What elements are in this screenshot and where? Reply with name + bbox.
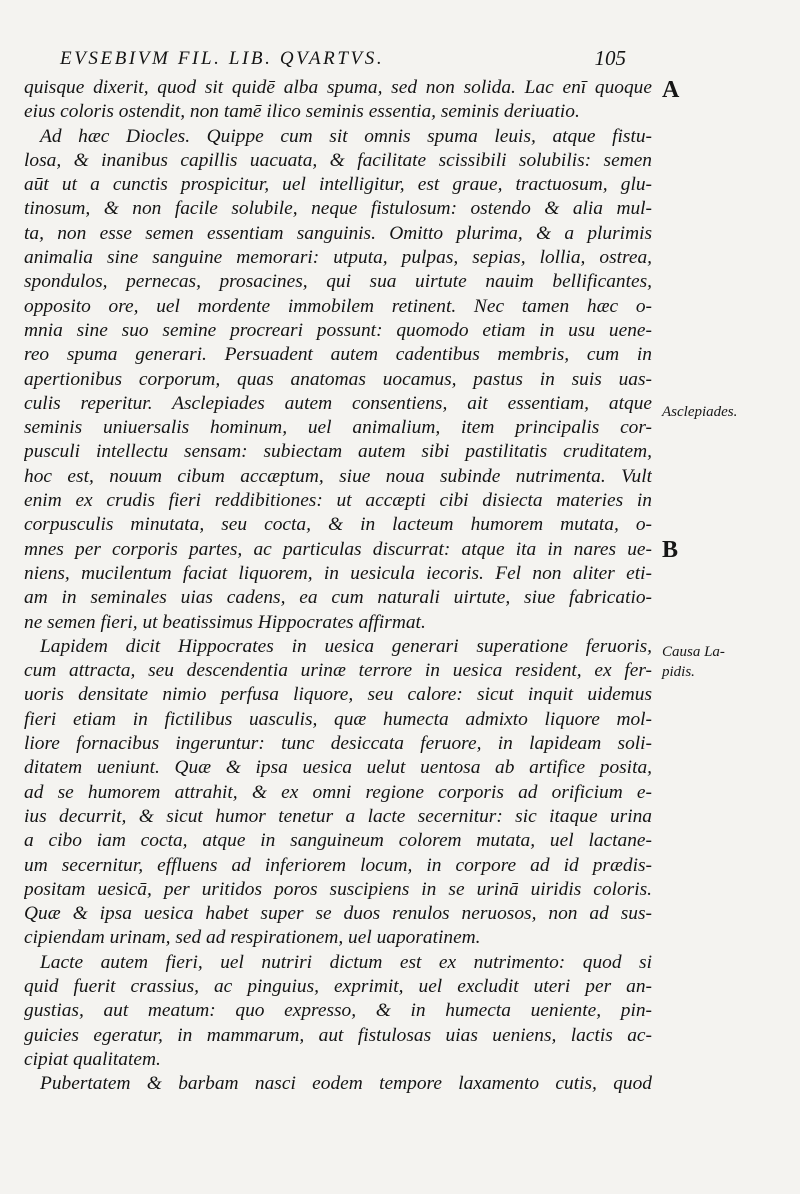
text-line: apertionibus corporum, quas anatomas uocamus, pastus in suis uas- [24, 368, 652, 390]
text-line: enim ex crudis fieri reddibitiones: ut accæpti cibi disiecta materies in [24, 490, 652, 512]
text-line: uoris densitate nimio perfusa liquore, seu calore: sicut inquit uidemus [24, 684, 652, 706]
text-line: guicies egeratur, in mammarum, aut fistulosas uias ueniens, lactis ac- [24, 1024, 652, 1046]
margin-marker-a: A [662, 77, 680, 103]
text-line: cipiendam urinam, sed ad respirationem, uel uaporatinem. [24, 927, 481, 949]
text-line: Lapidem dicit Hippocrates in uesica generari superatione feruoris, [40, 635, 652, 657]
text-line: reo spuma generari. Persuadent autem cadentibus membris, cum in [24, 344, 652, 366]
text-line: quid fuerit crassius, ac pinguius, exprimit, uel excludit uteri per an- [24, 975, 652, 997]
text-line: corpusculis minutata, seu cocta, & in lacteum humorem mutata, o- [24, 514, 652, 536]
running-title: EVSEBIVM FIL. LIB. QVARTVS. [60, 48, 385, 69]
margin-note-causa-lapidis-1: Causa La- [662, 644, 725, 660]
text-line: fieri etiam in fictilibus uasculis, quæ humecta admixto liquore mol- [24, 708, 652, 730]
text-line: am in seminales uias cadens, ea cum naturali uirtute, siue fabricatio- [24, 587, 652, 609]
text-line: tinosum, & non facile solubile, neque fistulosum: ostendo & alia mul- [24, 198, 652, 220]
text-line: seminis uniuersalis hominum, uel animalium, item principalis cor- [24, 417, 652, 439]
text-line: Quæ & ipsa uesica habet super se duos renulos neruosos, non ad sus- [24, 903, 652, 925]
text-line: Pubertatem & barbam nasci eodem tempore laxamento cutis, quod [40, 1073, 652, 1095]
page-number: 105 [594, 46, 626, 70]
text-line: ius decurrit, & sicut humor tenetur a lacte secernitur: sic itaque urina [24, 805, 652, 827]
text-line: ta, non esse semen essentiam sanguinis. Omitto plurima, & a plurimis [24, 222, 652, 244]
text-line: ad se humorem attrahit, & ex omni regione corporis ad orificium e- [24, 781, 652, 803]
text-line: Ad hæc Diocles. Quippe cum sit omnis spuma leuis, atque fistu- [40, 125, 652, 147]
text-line: animalia sine sanguine memorari: utputa, pulpas, sepias, lollia, ostrea, [24, 247, 652, 269]
text-line: gustias, aut meatum: quo expresso, & in humecta ueniente, pin- [24, 1000, 652, 1022]
text-line: Lacte autem fieri, uel nutriri dictum est ex nutrimento: quod si [40, 951, 652, 973]
text-line: spondulos, pernecas, prosacines, qui sua uirtute nauim bellificantes, [24, 271, 652, 293]
text-line: opposito ore, uel mordente immobilem retinent. Nec tamen hæc o- [24, 295, 652, 317]
text-line: a cibo iam cocta, atque in sanguineum colorem mutata, uel lactane- [24, 830, 652, 852]
text-line: niens, mucilentum faciat liquorem, in uesicula iecoris. Fel non aliter eti- [24, 562, 652, 584]
text-line: cipiat qualitatem. [24, 1048, 161, 1070]
margin-note-asclepiades: Asclepiades. [662, 404, 738, 420]
text-line: aūt ut a cunctis prospicitur, uel intelligitur, est graue, tractuosum, glu- [24, 174, 652, 196]
text-line: liore fornacibus ingeruntur: tunc desiccata feruore, in lapideam soli- [24, 733, 652, 755]
text-line: um secernitur, effluens ad inferiorem locum, in corpore ad id prædis- [24, 854, 652, 876]
margin-note-causa-lapidis-2: pidis. [662, 664, 695, 680]
text-line: ne semen fieri, ut beatissimus Hippocrates affirmat. [24, 611, 426, 633]
text-line: ditatem ueniunt. Quæ & ipsa uesica uelut uentosa ab artifice posita, [24, 757, 652, 779]
text-line: pusculi intellectu sensam: subiectam autem sibi pastilitatis cruditatem, [24, 441, 652, 463]
running-header [24, 42, 634, 74]
text-line: losa, & inanibus capillis uacuata, & facilitate scissibili solubilis: semen [24, 149, 652, 171]
text-line: eius coloris ostendit, non tamē ilico seminis essentia, seminis deriuatio. [24, 101, 580, 123]
text-line: culis reperitur. Asclepiades autem consentiens, ait essentiam, atque [24, 392, 652, 414]
text-line: positam uesicā, per uritidos poros suscipiens in se urinā uiridis coloris. [24, 878, 652, 900]
text-line: mnia sine suo semine procreari possunt: quomodo etiam in usu uene- [24, 319, 652, 341]
text-line: mnes per corporis partes, ac particulas discurrat: atque ita in nares ue- [24, 538, 652, 560]
text-line: cum attracta, seu descendentia urinæ terrore in uesica resident, ex fer- [24, 660, 652, 682]
body-text [24, 76, 652, 1096]
margin-marker-b: B [662, 537, 679, 563]
text-line: quisque dixerit, quod sit quidē alba spuma, sed non solida. Lac enī quoque [24, 77, 652, 98]
text-line: hoc est, nouum cibum accæptum, siue noua subinde nutrimenta. Vult [24, 465, 652, 487]
